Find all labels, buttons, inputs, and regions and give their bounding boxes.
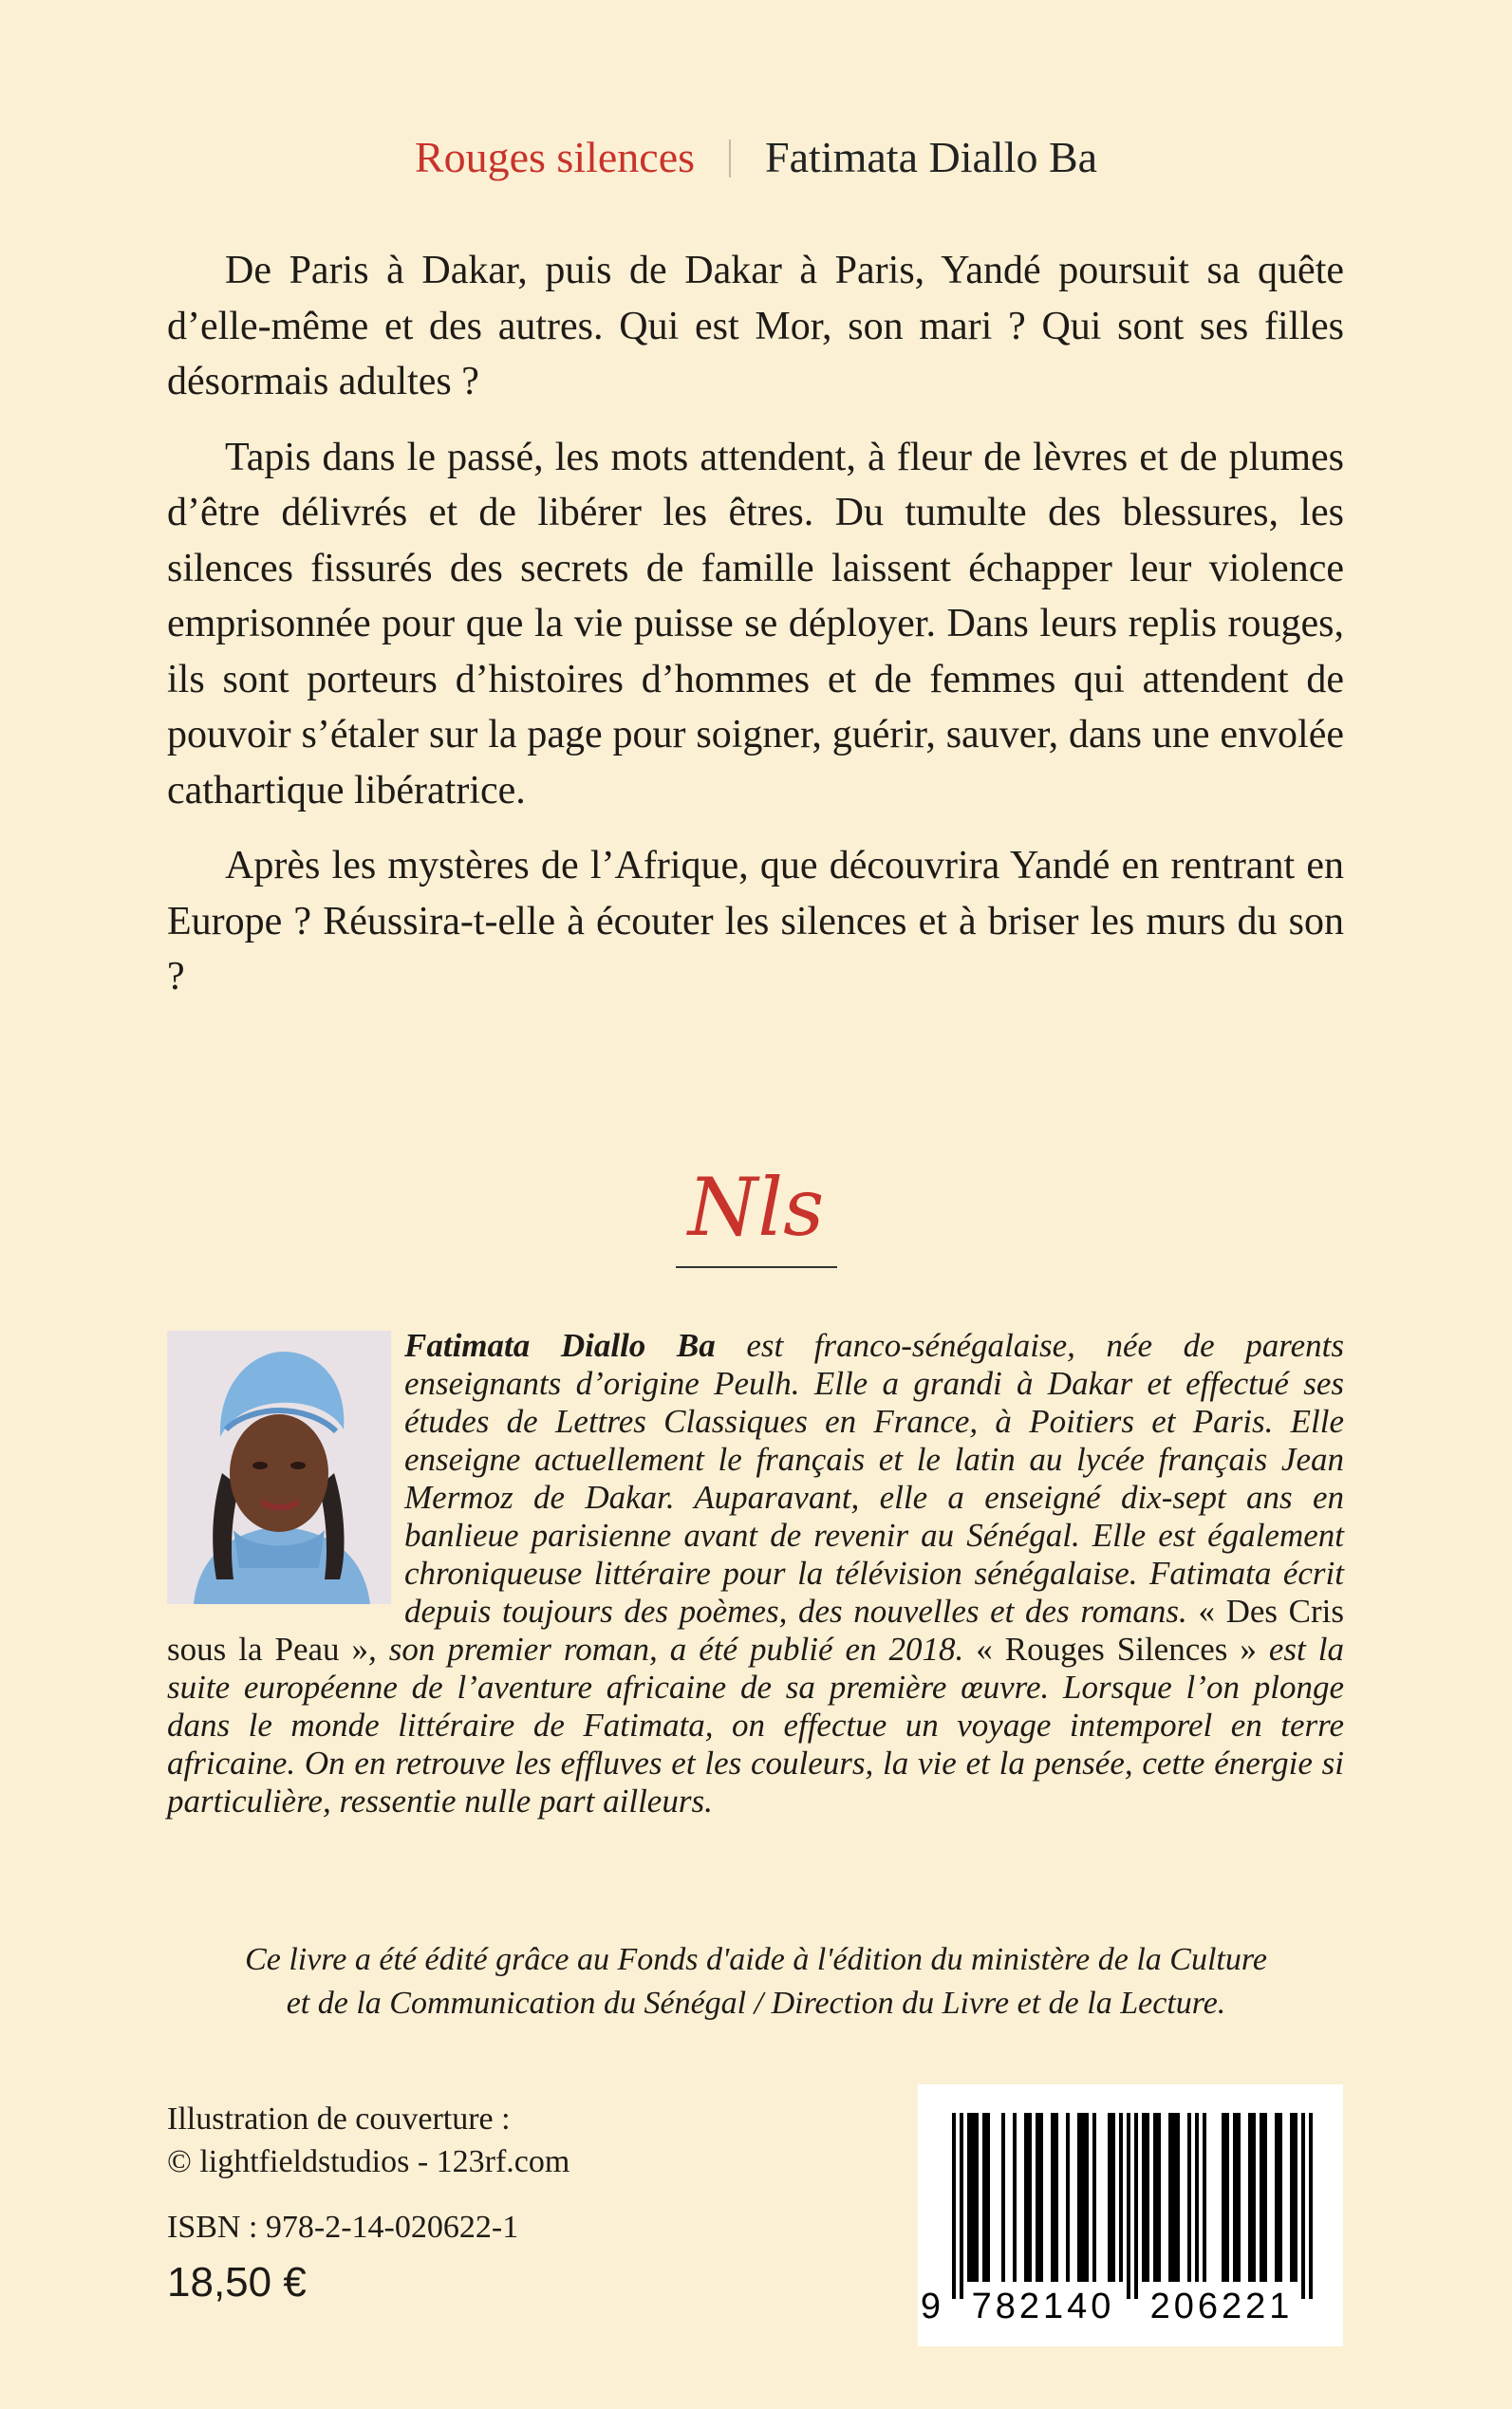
funding-notice xyxy=(0,1938,1512,2026)
photo-float-spacer xyxy=(167,1327,404,1608)
credits-label: Illustration de couverture : xyxy=(167,2101,511,2137)
barcode-bar xyxy=(1309,2113,1313,2299)
barcode-bar xyxy=(1134,2113,1138,2299)
book-author: Fatimata Diallo Ba xyxy=(765,133,1098,181)
barcode-bar xyxy=(1248,2113,1252,2282)
barcode-bar xyxy=(1036,2113,1039,2282)
logo-divider xyxy=(676,1266,837,1268)
barcode-bar xyxy=(1225,2113,1229,2282)
barcode-bar xyxy=(1260,2113,1263,2282)
barcode-bar xyxy=(1085,2113,1089,2282)
barcode-bar xyxy=(1279,2113,1282,2282)
barcode-bar xyxy=(1028,2113,1032,2282)
barcode xyxy=(918,2084,1343,2346)
bio-text: , son premier roman, a été publié en 2018. xyxy=(368,1631,977,1668)
barcode-bar xyxy=(967,2113,971,2282)
barcode-bar xyxy=(1294,2113,1297,2282)
barcode-bar xyxy=(1119,2113,1123,2282)
barcode-bar xyxy=(1153,2113,1157,2282)
publisher-logo: Nls xyxy=(687,1161,825,1254)
barcode-bar xyxy=(1081,2113,1085,2282)
credits-source: © lightfieldstudios - 123rf.com xyxy=(167,2144,570,2179)
barcode-bar xyxy=(1275,2113,1279,2282)
header-separator xyxy=(729,140,731,177)
book-title: Rouges silences xyxy=(414,133,696,181)
blurb-paragraph: Tapis dans le passé, les mots attendent, à fleur de lèvres et de plumes d’être délivrés et de libérer les êtres. Du tumulte des blessures, les silences fissurés des secrets de famille laissent échapper leur violence emprisonnée pour que la vie puisse se déployer. Dans leurs replis rouges, ils sont porteurs d’histoires d’hommes et de femmes qui attendent de pouvoir s’étaler sur la page pour soigner, guérir, sauver, dans une envolée cathartique libératrice. xyxy=(167,435,1344,812)
bio-author-name: Fatimata Diallo Ba xyxy=(404,1327,716,1364)
barcode-bar xyxy=(1157,2113,1161,2282)
book-header xyxy=(0,129,1512,186)
barcode-bar xyxy=(1172,2113,1176,2282)
barcode-bar xyxy=(975,2113,979,2282)
barcode-bar xyxy=(1108,2113,1111,2282)
barcode-bar xyxy=(1055,2113,1058,2282)
barcode-bar xyxy=(1203,2113,1206,2282)
barcode-bar xyxy=(1051,2113,1055,2282)
barcode-bar xyxy=(1252,2113,1256,2282)
barcode-bar xyxy=(1176,2113,1180,2282)
barcode-bar xyxy=(1066,2113,1070,2282)
isbn: ISBN : 978-2-14-020622-1 xyxy=(167,2210,519,2245)
barcode-bar xyxy=(960,2113,963,2299)
barcode-bar xyxy=(1263,2113,1267,2282)
barcode-first-digit: 9 xyxy=(920,2287,944,2326)
price: 18,50 € xyxy=(167,2259,307,2306)
bio-book-title: « Rouges Silences » xyxy=(976,1631,1257,1668)
barcode-bar xyxy=(952,2113,956,2299)
bio-text: est franco-sénégalaise, née de parents enseignants d’origine Peulh. Elle a grandi à Dakar et effectué ses études de Lettres Classiques en France, à Poitiers et Paris. Elle enseigne actuellement le français et le latin au lycée français Jean Mermoz de Dakar. Auparavant, elle a enseigné dix-sept ans en banlieue parisienne avant de revenir au Sénégal. Elle est également chroniqueuse littéraire pour la télévision sénégalaise. Fatimata écrit depuis toujours des poèmes, des nouvelles et des romans. xyxy=(404,1327,1344,1630)
barcode-bar xyxy=(1233,2113,1237,2282)
funding-line: et de la Communication du Sénégal / Direction du Livre et de la Lecture. xyxy=(286,1986,1226,2021)
barcode-bar xyxy=(1168,2113,1172,2282)
barcode-right-digits: 206221 xyxy=(1149,2287,1294,2326)
barcode-bar xyxy=(1092,2113,1096,2282)
barcode-bar xyxy=(1039,2113,1043,2282)
barcode-bar xyxy=(1013,2113,1017,2282)
barcode-bar xyxy=(971,2113,975,2282)
barcode-bar xyxy=(1187,2113,1191,2282)
barcode-bar xyxy=(1001,2113,1005,2282)
barcode-bar xyxy=(986,2113,990,2282)
barcode-bar xyxy=(1077,2113,1081,2282)
barcode-bar xyxy=(1146,2113,1149,2282)
barcode-bar xyxy=(1301,2113,1305,2299)
blurb-paragraph: Après les mystères de l’Afrique, que découvrira Yandé en rentrant en Europe ? Réussira-t-elle à écouter les silences et à briser les murs du son ? xyxy=(167,844,1344,999)
bio-book-title: « Des Cris sous la Peau » xyxy=(167,1593,1344,1668)
barcode-bar xyxy=(1237,2113,1241,2282)
bio-text: est la suite européenne de l’aventure africaine de sa première œuvre. Lorsque l’on plonge dans le monde littéraire de Fatimata, on effectue un voyage intemporel en terre africaine. On en retrouve les effluves et les couleurs, la vie et la pensée, cette énergie si particulière, ressentie nulle part ailleurs. xyxy=(167,1631,1344,1820)
barcode-bar xyxy=(1024,2113,1028,2282)
barcode-bar xyxy=(982,2113,986,2282)
funding-line: Ce livre a été édité grâce au Fonds d'aide à l'édition du ministère de la Culture xyxy=(245,1942,1267,1977)
barcode-bar xyxy=(1222,2113,1225,2282)
author-biography xyxy=(167,1327,1344,1821)
barcode-bar xyxy=(1127,2113,1130,2299)
barcode-bar xyxy=(1142,2113,1146,2282)
barcode-left-digits: 782140 xyxy=(971,2287,1115,2326)
barcode-bar xyxy=(1290,2113,1294,2282)
barcode-bar xyxy=(1111,2113,1115,2282)
cover-credits xyxy=(167,2098,569,2183)
back-cover-blurb xyxy=(167,243,1344,1025)
blurb-paragraph: De Paris à Dakar, puis de Dakar à Paris, Yandé poursuit sa quête d’elle-même et des autres. Qui est Mor, son mari ? Qui sont ses filles désormais adultes ? xyxy=(167,249,1344,403)
barcode-bar xyxy=(1195,2113,1199,2282)
barcode-graphic xyxy=(918,2084,1343,2346)
